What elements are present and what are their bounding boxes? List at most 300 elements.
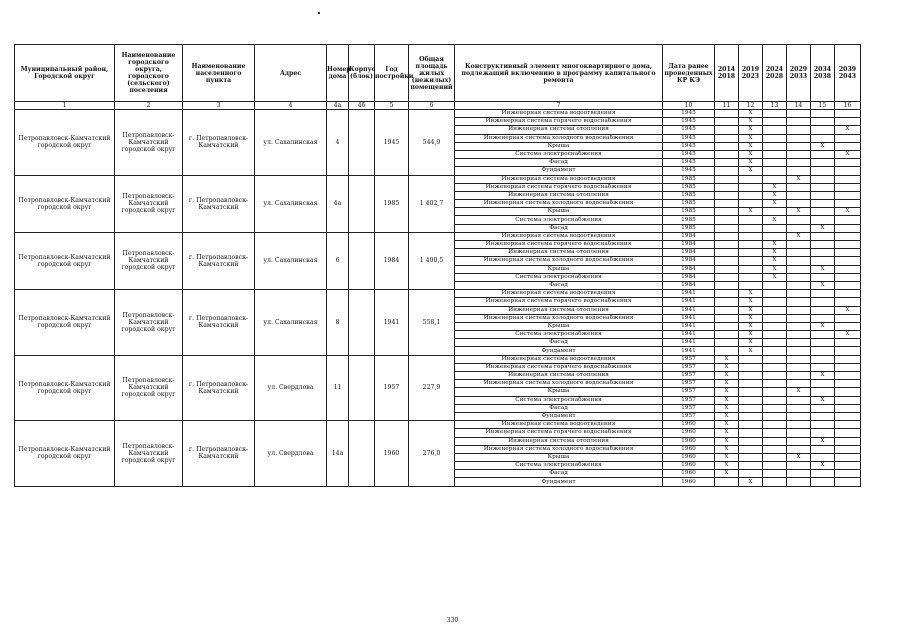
table-row (15, 232, 861, 240)
column-number: 2 (115, 102, 183, 110)
column-number: 16 (835, 102, 861, 110)
house-district: Петропавловск-Камчатский городской округ (15, 355, 115, 421)
house-block (349, 175, 375, 232)
column-header: 2024 2028 (763, 45, 787, 102)
column-number: 7 (455, 102, 663, 110)
element-name: Фундамент (455, 478, 663, 486)
period-mark (763, 372, 787, 380)
period-mark (739, 429, 763, 437)
period-mark (835, 363, 861, 371)
period-mark (739, 470, 763, 478)
house-locality: г. Петропавловск-Камчатский (183, 355, 255, 421)
element-date: 1941 (663, 314, 715, 322)
period-mark: X (715, 380, 739, 388)
period-mark (835, 404, 861, 412)
element-name: Инженерная система водоотведения (455, 290, 663, 298)
period-mark: X (739, 134, 763, 142)
element-name: Система электроснабжения (455, 150, 663, 158)
period-mark: X (835, 306, 861, 314)
column-header: Дата ранее проведенных КР КЭ (663, 45, 715, 102)
period-mark (787, 331, 811, 339)
house-locality: г. Петропавловск-Камчатский (183, 110, 255, 176)
element-name: Инженерная система отопления (455, 372, 663, 380)
column-number: 13 (763, 102, 787, 110)
period-mark (763, 118, 787, 126)
period-mark (715, 298, 739, 306)
period-mark (835, 183, 861, 191)
period-mark (739, 191, 763, 199)
period-mark: X (715, 372, 739, 380)
house-settlement: Петропавловск-Камчатский городской округ (115, 110, 183, 176)
period-mark (811, 298, 835, 306)
period-mark (811, 478, 835, 486)
period-mark (787, 363, 811, 371)
period-mark (811, 200, 835, 208)
period-mark (835, 110, 861, 118)
element-date: 1945 (663, 110, 715, 118)
element-name: Инженерная система отопления (455, 306, 663, 314)
period-mark (835, 241, 861, 249)
element-name: Инженерная система горячего водоснабжения (455, 363, 663, 371)
period-mark (763, 331, 787, 339)
house-year: 1941 (375, 290, 409, 356)
period-mark (835, 298, 861, 306)
period-mark: X (739, 208, 763, 216)
period-mark (739, 372, 763, 380)
period-mark (835, 273, 861, 281)
period-mark (763, 110, 787, 118)
period-mark: X (715, 404, 739, 412)
house-street: ул. Свердлова (255, 355, 327, 421)
element-date: 1945 (663, 134, 715, 142)
period-mark (787, 347, 811, 355)
period-mark (763, 421, 787, 429)
period-mark (811, 183, 835, 191)
period-mark: X (739, 314, 763, 322)
column-number: 15 (811, 102, 835, 110)
period-mark (835, 142, 861, 150)
period-mark (763, 339, 787, 347)
house-house: 14а (327, 421, 349, 487)
period-mark (835, 322, 861, 330)
period-mark (811, 453, 835, 461)
element-name: Крыша (455, 388, 663, 396)
period-mark (787, 421, 811, 429)
period-mark (787, 306, 811, 314)
period-mark (715, 241, 739, 249)
period-mark (739, 355, 763, 363)
period-mark (787, 462, 811, 470)
element-date: 1957 (663, 396, 715, 404)
element-name: Фундамент (455, 347, 663, 355)
element-date: 1985 (663, 208, 715, 216)
period-mark: X (715, 412, 739, 420)
element-name: Инженерная система горячего водоснабжения (455, 183, 663, 191)
period-mark (811, 363, 835, 371)
period-mark (787, 355, 811, 363)
house-settlement: Петропавловск-Камчатский городской округ (115, 290, 183, 356)
period-mark: X (739, 142, 763, 150)
period-mark (811, 175, 835, 183)
period-mark: X (811, 372, 835, 380)
element-date: 1941 (663, 347, 715, 355)
period-mark (811, 421, 835, 429)
element-name: Инженерная система отопления (455, 126, 663, 134)
period-mark (835, 462, 861, 470)
house-street: ул. Свердлова (255, 421, 327, 487)
period-mark (739, 404, 763, 412)
period-mark (739, 249, 763, 257)
period-mark (835, 380, 861, 388)
period-mark (787, 224, 811, 232)
table-row (15, 290, 861, 298)
period-mark (763, 478, 787, 486)
period-mark (739, 257, 763, 265)
period-mark (715, 167, 739, 175)
period-mark (739, 412, 763, 420)
element-date: 1985 (663, 216, 715, 224)
period-mark (763, 290, 787, 298)
period-mark (715, 134, 739, 142)
period-mark (811, 429, 835, 437)
period-mark (787, 339, 811, 347)
table-row (15, 421, 861, 429)
period-mark (715, 290, 739, 298)
element-date: 1941 (663, 331, 715, 339)
element-date: 1957 (663, 363, 715, 371)
period-mark (811, 191, 835, 199)
period-mark: X (835, 331, 861, 339)
house-block (349, 110, 375, 176)
period-mark (835, 445, 861, 453)
period-mark (787, 257, 811, 265)
house-street: ул. Сахалинская (255, 175, 327, 232)
element-name: Система электроснабжения (455, 216, 663, 224)
house-area: 544,9 (409, 110, 455, 176)
period-mark (763, 150, 787, 158)
period-mark (787, 314, 811, 322)
element-date: 1984 (663, 241, 715, 249)
period-mark: X (739, 110, 763, 118)
period-mark (835, 224, 861, 232)
period-mark (715, 175, 739, 183)
period-mark (763, 462, 787, 470)
house-district: Петропавловск-Камчатский городской округ (15, 175, 115, 232)
element-name: Фасад (455, 224, 663, 232)
house-house: 4а (327, 175, 349, 232)
period-mark: X (763, 241, 787, 249)
period-mark (763, 388, 787, 396)
period-mark (787, 281, 811, 289)
period-mark (835, 249, 861, 257)
period-mark (715, 183, 739, 191)
element-date: 1941 (663, 298, 715, 306)
period-mark (739, 175, 763, 183)
period-mark (787, 134, 811, 142)
element-name: Крыша (455, 142, 663, 150)
period-mark (787, 396, 811, 404)
period-mark (715, 232, 739, 240)
period-mark (739, 265, 763, 273)
period-mark: X (739, 298, 763, 306)
element-date: 1945 (663, 142, 715, 150)
period-mark (715, 200, 739, 208)
period-mark (715, 159, 739, 167)
period-mark (787, 290, 811, 298)
element-name: Инженерная система водоотведения (455, 110, 663, 118)
element-date: 1957 (663, 388, 715, 396)
element-date: 1945 (663, 167, 715, 175)
period-mark (835, 396, 861, 404)
house-settlement: Петропавловск-Камчатский городской округ (115, 175, 183, 232)
house-settlement: Петропавловск-Камчатский городской округ (115, 355, 183, 421)
house-street: ул. Сахалинская (255, 110, 327, 176)
element-name: Инженерная система холодного водоснабжения (455, 314, 663, 322)
period-mark (739, 273, 763, 281)
house-district: Петропавловск-Камчатский городской округ (15, 110, 115, 176)
house-house: 6 (327, 232, 349, 289)
house-locality: г. Петропавловск-Камчатский (183, 290, 255, 356)
period-mark (811, 404, 835, 412)
period-mark: X (715, 355, 739, 363)
period-mark (811, 380, 835, 388)
period-mark (715, 150, 739, 158)
period-mark: X (811, 322, 835, 330)
period-mark (835, 437, 861, 445)
period-mark: X (739, 306, 763, 314)
house-street: ул. Сахалинская (255, 290, 327, 356)
house-street: ул. Сахалинская (255, 232, 327, 289)
period-mark: X (715, 453, 739, 461)
period-mark (715, 249, 739, 257)
period-mark (835, 429, 861, 437)
element-date: 1984 (663, 232, 715, 240)
column-header: Адрес (255, 45, 327, 102)
element-name: Инженерная система водоотведения (455, 232, 663, 240)
period-mark (787, 298, 811, 306)
element-name: Фасад (455, 470, 663, 478)
element-name: Фасад (455, 404, 663, 412)
period-mark: X (811, 142, 835, 150)
column-header: 2014 2018 (715, 45, 739, 102)
element-date: 1985 (663, 183, 715, 191)
element-date: 1984 (663, 281, 715, 289)
period-mark (811, 126, 835, 134)
period-mark (835, 200, 861, 208)
period-mark (763, 175, 787, 183)
house-area: 227,9 (409, 355, 455, 421)
period-mark: X (739, 347, 763, 355)
house-locality: г. Петропавловск-Камчатский (183, 232, 255, 289)
period-mark: X (811, 437, 835, 445)
house-area: 1 400,5 (409, 232, 455, 289)
house-year: 1945 (375, 110, 409, 176)
house-district: Петропавловск-Камчатский городской округ (15, 290, 115, 356)
period-mark (811, 232, 835, 240)
period-mark (835, 453, 861, 461)
period-mark (787, 183, 811, 191)
period-mark (739, 445, 763, 453)
house-locality: г. Петропавловск-Камчатский (183, 175, 255, 232)
element-date: 1945 (663, 118, 715, 126)
period-mark (763, 453, 787, 461)
column-number: 11 (715, 102, 739, 110)
period-mark (787, 380, 811, 388)
period-mark: X (739, 126, 763, 134)
house-year: 1984 (375, 232, 409, 289)
table-row (15, 355, 861, 363)
column-header: Муниципальный район, Городской округ (15, 45, 115, 102)
period-mark (835, 372, 861, 380)
period-mark (763, 224, 787, 232)
period-mark (763, 429, 787, 437)
period-mark (787, 191, 811, 199)
period-mark: X (715, 396, 739, 404)
element-date: 1945 (663, 159, 715, 167)
element-date: 1984 (663, 249, 715, 257)
column-header: Наименование населенного пункта (183, 45, 255, 102)
element-name: Инженерная система холодного водоснабжения (455, 134, 663, 142)
period-mark (835, 216, 861, 224)
period-mark (787, 110, 811, 118)
element-date: 1960 (663, 478, 715, 486)
period-mark (835, 118, 861, 126)
period-mark (763, 314, 787, 322)
element-name: Крыша (455, 322, 663, 330)
period-mark (715, 191, 739, 199)
period-mark: X (715, 445, 739, 453)
period-mark: X (739, 159, 763, 167)
period-mark: X (811, 265, 835, 273)
period-mark (763, 142, 787, 150)
column-number: 12 (739, 102, 763, 110)
element-date: 1945 (663, 126, 715, 134)
period-mark (763, 306, 787, 314)
period-mark (739, 421, 763, 429)
period-mark (811, 273, 835, 281)
period-mark (787, 265, 811, 273)
period-mark (715, 265, 739, 273)
period-mark (835, 421, 861, 429)
period-mark (787, 216, 811, 224)
period-mark (811, 159, 835, 167)
house-year: 1985 (375, 175, 409, 232)
period-mark (811, 331, 835, 339)
element-name: Система электроснабжения (455, 396, 663, 404)
element-date: 1984 (663, 257, 715, 265)
element-name: Инженерная система горячего водоснабжения (455, 118, 663, 126)
period-mark (835, 388, 861, 396)
period-mark (811, 257, 835, 265)
period-mark (739, 232, 763, 240)
house-block (349, 355, 375, 421)
column-number: 4 (255, 102, 327, 110)
period-mark: X (811, 224, 835, 232)
column-header: 2034 2038 (811, 45, 835, 102)
period-mark: X (763, 183, 787, 191)
element-date: 1941 (663, 322, 715, 330)
period-mark (787, 322, 811, 330)
element-name: Инженерная система отопления (455, 437, 663, 445)
period-mark: X (715, 429, 739, 437)
period-mark (811, 306, 835, 314)
scan-speck (318, 12, 320, 14)
period-mark (787, 150, 811, 158)
element-date: 1960 (663, 445, 715, 453)
period-mark: X (739, 478, 763, 486)
period-mark (763, 363, 787, 371)
house-area: 558,1 (409, 290, 455, 356)
period-mark (763, 437, 787, 445)
period-mark (739, 437, 763, 445)
period-mark: X (763, 265, 787, 273)
element-date: 1941 (663, 306, 715, 314)
period-mark: X (787, 453, 811, 461)
period-mark (811, 208, 835, 216)
period-mark (811, 290, 835, 298)
house-house: 4 (327, 110, 349, 176)
column-header: 2029 2033 (787, 45, 811, 102)
period-mark (811, 470, 835, 478)
column-number: 4а (327, 102, 349, 110)
period-mark (763, 281, 787, 289)
period-mark (739, 224, 763, 232)
period-mark (787, 167, 811, 175)
period-mark (763, 412, 787, 420)
period-mark (787, 470, 811, 478)
house-block (349, 421, 375, 487)
house-block (349, 232, 375, 289)
period-mark (835, 470, 861, 478)
element-date: 1960 (663, 429, 715, 437)
period-mark (739, 200, 763, 208)
period-mark (763, 396, 787, 404)
element-date: 1985 (663, 175, 715, 183)
page-number: 330 (446, 617, 459, 624)
period-mark (811, 110, 835, 118)
column-header: 2039 2043 (835, 45, 861, 102)
period-mark: X (763, 216, 787, 224)
period-mark (835, 134, 861, 142)
house-house: 11 (327, 355, 349, 421)
house-settlement: Петропавловск-Камчатский городской округ (115, 421, 183, 487)
column-header: Год постройки (375, 45, 409, 102)
column-number: 5 (375, 102, 409, 110)
column-number-row (15, 102, 861, 110)
period-mark (715, 281, 739, 289)
period-mark (811, 355, 835, 363)
period-mark (835, 265, 861, 273)
element-date: 1957 (663, 404, 715, 412)
column-number: 4б (349, 102, 375, 110)
period-mark (787, 142, 811, 150)
period-mark (811, 339, 835, 347)
period-mark: X (739, 150, 763, 158)
period-mark (835, 159, 861, 167)
period-mark (763, 208, 787, 216)
period-mark (835, 191, 861, 199)
house-house: 8 (327, 290, 349, 356)
element-name: Система электроснабжения (455, 462, 663, 470)
period-mark: X (763, 257, 787, 265)
period-mark (811, 314, 835, 322)
period-mark (715, 306, 739, 314)
period-mark (715, 322, 739, 330)
element-name: Фасад (455, 281, 663, 289)
period-mark: X (787, 232, 811, 240)
period-mark (787, 404, 811, 412)
period-mark (739, 216, 763, 224)
